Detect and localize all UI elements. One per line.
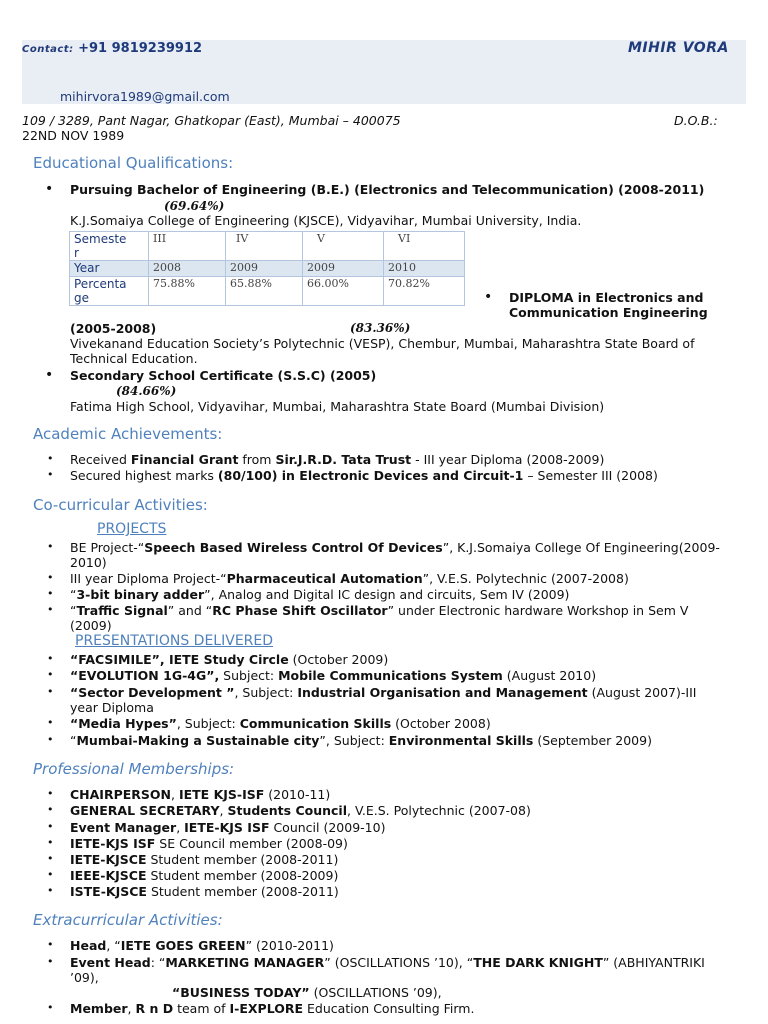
table-row <box>70 277 465 306</box>
membership-5: IETE-KJSCE Student member (2008-2011) <box>70 852 339 867</box>
table-row <box>70 232 465 261</box>
candidate-name: MIHIR VORA <box>628 40 729 56</box>
bullet: • <box>47 1001 54 1014</box>
ssc-school: Fatima High School, Vidyavihar, Mumbai, Maharashtra State Board (Mumbai Division) <box>70 399 605 414</box>
bullet: • <box>47 668 54 681</box>
ssc-heading: Secondary School Certificate (S.S.C) (2005) <box>70 368 377 383</box>
bullet: • <box>47 452 54 465</box>
table-cell: 2009 <box>226 261 303 277</box>
project-1: BE Project-“Speech Based Wireless Control Of Devices”, K.J.Somaiya College Of Engineering(2009- <box>70 540 720 555</box>
be-heading-text: Pursuing Bachelor of Engineering (B.E.) (Electronics and Telecommunication) (2008-2011) <box>70 182 705 197</box>
be-heading <box>70 182 704 197</box>
bullet: • <box>47 938 54 951</box>
bullet: • <box>47 468 54 481</box>
bullet: • <box>45 181 54 197</box>
presentation-4: “Media Hypes”, Subject: Communication Skills (October 2008) <box>70 716 491 731</box>
bullet: • <box>47 955 54 968</box>
membership-6: IEEE-KJSCE Student member (2008-2009) <box>70 868 339 883</box>
bullet: • <box>47 884 54 897</box>
presentation-3-cont: year Diploma <box>70 700 154 715</box>
phone-number: +91 9819239912 <box>78 41 203 56</box>
table-cell: Semeste r <box>70 232 149 261</box>
bullet: • <box>47 716 54 729</box>
project-1-cont: 2010) <box>70 555 107 570</box>
bullet: • <box>47 587 54 600</box>
presentations-heading: PRESENTATIONS DELIVERED <box>75 633 274 649</box>
table-cell: IV <box>226 232 303 261</box>
table-cell: 66.00% <box>303 277 384 306</box>
diploma-college-2: Technical Education. <box>70 351 198 366</box>
bullet: • <box>47 603 54 616</box>
diploma-heading-1: DIPLOMA in Electronics and <box>509 290 704 305</box>
section-title-cocurricular: Co-curricular Activities: <box>33 496 208 514</box>
achievement-2: Secured highest marks (80/100) in Electronic Devices and Circuit-1 – Semester III (2008) <box>70 468 658 483</box>
section-title-academic: Academic Achievements: <box>33 425 223 443</box>
bullet: • <box>47 652 54 665</box>
presentation-2: “EVOLUTION 1G-4G”, Subject: Mobile Communications System (August 2010) <box>70 668 597 683</box>
table-cell: 65.88% <box>226 277 303 306</box>
extracurricular-2: Event Head: “MARKETING MANAGER” (OSCILLATIONS ’10), “THE DARK KNIGHT” (ABHIYANTRIKI <box>70 955 705 970</box>
contact-line <box>22 41 202 56</box>
dob-value: 22ND NOV 1989 <box>22 128 125 143</box>
diploma-years: (2005-2008) <box>70 321 157 336</box>
diploma-heading-2: Communication Engineering <box>509 305 708 320</box>
bullet: • <box>484 289 493 305</box>
bullet: • <box>45 367 54 383</box>
extracurricular-3: Member, R n D team of I-EXPLORE Education Consulting Firm. <box>70 1001 475 1016</box>
presentation-1: “FACSIMILE”, IETE Study Circle (October 2009) <box>70 652 389 667</box>
presentation-5: “Mumbai-Making a Sustainable city”, Subject: Environmental Skills (September 2009) <box>70 733 652 748</box>
be-percent: (69.64%) <box>164 199 225 213</box>
section-title-extracurricular: Extracurricular Activities: <box>33 911 223 929</box>
table-cell: III <box>149 232 226 261</box>
be-college: K.J.Somaiya College of Engineering (KJSCE), Vidyavihar, Mumbai University, India. <box>70 213 582 228</box>
bullet: • <box>47 685 54 698</box>
table-cell: VI <box>384 232 465 261</box>
diploma-percent: (83.36%) <box>350 321 411 335</box>
table-row <box>70 261 465 277</box>
marks-table <box>69 231 465 306</box>
extracurricular-1: Head, “IETE GOES GREEN” (2010-2011) <box>70 938 334 953</box>
bullet: • <box>47 868 54 881</box>
dob-label: D.O.B.: <box>674 113 718 128</box>
ssc-percent: (84.66%) <box>116 384 177 398</box>
project-2: III year Diploma Project-“Pharmaceutical Automation”, V.E.S. Polytechnic (2007-2008) <box>70 571 629 586</box>
contact-label: Contact: <box>22 44 74 55</box>
table-cell: 2010 <box>384 261 465 277</box>
extracurricular-2-cont2: “BUSINESS TODAY” (OSCILLATIONS ’09), <box>172 985 442 1000</box>
membership-4: IETE-KJS ISF SE Council member (2008-09) <box>70 836 348 851</box>
table-cell: 70.82% <box>384 277 465 306</box>
table-cell: Percenta ge <box>70 277 149 306</box>
section-title-education: Educational Qualifications: <box>33 154 234 172</box>
membership-2: GENERAL SECRETARY, Students Council, V.E.S. Polytechnic (2007-08) <box>70 803 531 818</box>
bullet: • <box>47 836 54 849</box>
table-cell: 75.88% <box>149 277 226 306</box>
membership-7: ISTE-KJSCE Student member (2008-2011) <box>70 884 339 899</box>
table-cell: V <box>303 232 384 261</box>
extracurricular-2-cont: ’09), <box>70 970 99 985</box>
bullet: • <box>47 540 54 553</box>
bullet: • <box>47 571 54 584</box>
project-3: “3-bit binary adder”, Analog and Digital IC design and circuits, Sem IV (2009) <box>70 587 570 602</box>
project-4: “Traffic Signal” and “RC Phase Shift Oscillator” under Electronic hardware Workshop in Sem V <box>70 603 689 618</box>
bullet: • <box>47 803 54 816</box>
project-4-cont: (2009) <box>70 618 112 633</box>
bullet: • <box>47 852 54 865</box>
presentation-3: “Sector Development ”, Subject: Industrial Organisation and Management (August 2007)-III <box>70 685 697 700</box>
table-cell: 2009 <box>303 261 384 277</box>
section-title-memberships: Professional Memberships: <box>33 760 235 778</box>
achievement-1: Received Financial Grant from Sir.J.R.D. Tata Trust - III year Diploma (2008-2009) <box>70 452 605 467</box>
table-cell: 2008 <box>149 261 226 277</box>
diploma-college-1: Vivekanand Education Society’s Polytechnic (VESP), Chembur, Mumbai, Maharashtra State Board of <box>70 336 695 351</box>
membership-1: CHAIRPERSON, IETE KJS-ISF (2010-11) <box>70 787 331 802</box>
email-address: mihirvora1989@gmail.com <box>60 89 230 104</box>
membership-3: Event Manager, IETE-KJS ISF Council (2009-10) <box>70 820 386 835</box>
projects-heading: PROJECTS <box>97 521 167 537</box>
bullet: • <box>47 733 54 746</box>
bullet: • <box>47 820 54 833</box>
table-cell: Year <box>70 261 149 277</box>
postal-address: 109 / 3289, Pant Nagar, Ghatkopar (East), Mumbai – 400075 <box>22 113 401 128</box>
bullet: • <box>47 787 54 800</box>
